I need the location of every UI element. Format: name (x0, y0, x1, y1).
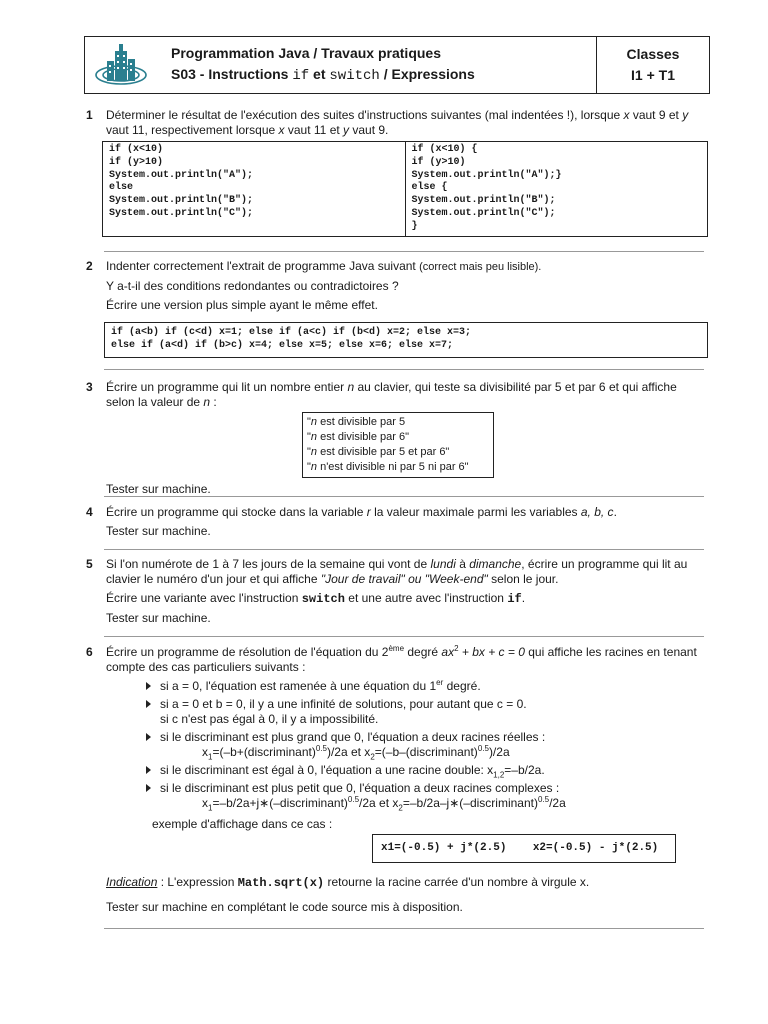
list-item: si le discriminant est égal à 0, l'équation a une racine double: $x_{1,2}=-b/2a$. (144, 763, 704, 778)
session-title: S03 - Instructions if et switch / Expressions (171, 66, 475, 84)
output-example-box: x1=(-0.5) + j*(2.5) x2=(-0.5) - j*(2.5) (372, 834, 676, 863)
exercise-2 (86, 259, 704, 358)
list-item: si a = 0 et b = 0, il y a une infinité de solutions, pour autant que c = 0. si c n'est pas égal à 0, il y a impossibilité. (144, 697, 704, 727)
separator (104, 636, 704, 637)
separator (104, 496, 704, 497)
list-item: si le discriminant est plus petit que 0, l'équation a deux racines complexes : $x_1=-b/2a+j∗(-discriminant)^{0.5}/2a$ et $x_2=-b/2a-j∗(-discriminant)^{0.5}/2a$ (144, 781, 704, 811)
course-title: Programmation Java / Travaux pratiques (171, 45, 441, 61)
code-box: if (a<b) if (c<d) x=1; else if (a<c) if (b<d) x=2; else x=3; else if (a<d) if (b>c) x=4; else x=5; else x=6; else x=7; (104, 322, 708, 358)
exercise-1 (86, 108, 704, 237)
exercise-6 (86, 645, 704, 915)
exercise-4 (86, 505, 704, 539)
exercise-5-variant: Écrire une variante avec l'instruction switch et une autre avec l'instruction if. (106, 591, 526, 606)
exercise-5 (86, 557, 704, 626)
exercise-5-statement: Si l'on numérote de 1 à 7 les jours de la semaine qui vont de lundi à dimanche, écrire un programme qui lit au clavier le numéro d'un jour et qui affiche "Jour de travail" ou "Week-end" selon le jour. (106, 557, 688, 586)
test-instruction: Tester sur machine. (106, 611, 211, 625)
code-left: if (x<10) if (y>10) System.out.println("A"); else System.out.println("B"); System.out.println("C"); (109, 144, 254, 219)
title-cell (157, 37, 597, 93)
code-table (102, 141, 708, 237)
message-line: "n est divisible par 5 (307, 416, 406, 428)
code-right: if (x<10) { if (y>10) System.out.println("A");} else { System.out.println("B"); System.out.println("C"); } (405, 142, 708, 236)
message-box (302, 412, 494, 478)
message-line: "n n'est divisible ni par 5 ni par 6" (307, 461, 469, 473)
classes-label: Classes (626, 46, 680, 62)
exercise-number: 4 (86, 505, 93, 519)
exercise-2-line2: Y a-t-il des conditions redondantes ou contradictoires ? (106, 279, 399, 293)
example-label: exemple d'affichage dans ce cas : (152, 817, 333, 831)
exercise-2-line1: Indenter correctement l'extrait de programme Java suivant (correct mais peu lisible). (106, 259, 542, 273)
building-logo-icon (93, 41, 149, 89)
message-line: "n est divisible par 6" (307, 431, 409, 443)
exercise-number: 2 (86, 259, 93, 273)
indication: Indication : L'expression Math.sqrt(x) retourne la racine carrée d'un nombre à virgule x. (106, 875, 590, 890)
exercise-1-statement: Déterminer le résultat de l'exécution des suites d'instructions suivantes (mal indentées !), lorsque x vaut 9 et y vaut 11, respectivement lorsque x vaut 11 et y vaut 9. (106, 108, 689, 137)
test-instruction: Tester sur machine en complétant le code source mis à disposition. (106, 900, 463, 914)
list-item: si le discriminant est plus grand que 0, l'équation a deux racines réelles : $x_1=(-b+(discriminant)^{0.5})/2a$ et $x_2=(-b-(discriminant)^{0.5})/2a$ (144, 730, 704, 760)
classes-value: I1 + T1 (631, 67, 675, 83)
logo-cell (85, 37, 157, 93)
separator (104, 549, 704, 550)
formula-complex-roots: $x_1=-b/2a+j∗(-discriminant)^{0.5}/2a$ et $x_2=-b/2a-j∗(-discriminant)^{0.5}/2a$ (202, 795, 566, 813)
exercise-3 (86, 380, 704, 497)
exercise-2-line3: Écrire une version plus simple ayant le même effet. (106, 298, 378, 312)
cases-list (144, 679, 704, 811)
list-item: si a = 0, l'équation est ramenée à une équation du 1er degré. (144, 679, 704, 694)
classes-cell (597, 37, 709, 93)
exercise-4-statement: Écrire un programme qui stocke dans la variable r la valeur maximale parmi les variables a, b, c. (106, 505, 617, 519)
separator (104, 251, 704, 252)
exercise-number: 5 (86, 557, 93, 571)
test-instruction: Tester sur machine. (106, 482, 211, 496)
exercise-3-statement: Écrire un programme qui lit un nombre entier n au clavier, qui teste sa divisibilité par 5 et par 6 et qui affiche selon la valeur de n : (106, 380, 677, 409)
separator (104, 928, 704, 929)
exercise-6-statement: Écrire un programme de résolution de l'équation du 2ème degré $ax^2$ + bx + c = 0 qui affiche les racines en tenant compte des cas particuliers suivants : (106, 644, 697, 674)
test-instruction: Tester sur machine. (106, 524, 211, 538)
separator (104, 369, 704, 370)
message-line: "n est divisible par 5 et par 6" (307, 446, 450, 458)
exercise-number: 3 (86, 380, 93, 394)
header-box (84, 36, 710, 94)
exercise-number: 6 (86, 645, 93, 659)
formula-real-roots: $x_1=(-b+(discriminant)^{0.5})/2a$ et $x_2=(-b-(discriminant)^{0.5})/2a$ (202, 744, 510, 762)
exercise-number: 1 (86, 108, 93, 122)
